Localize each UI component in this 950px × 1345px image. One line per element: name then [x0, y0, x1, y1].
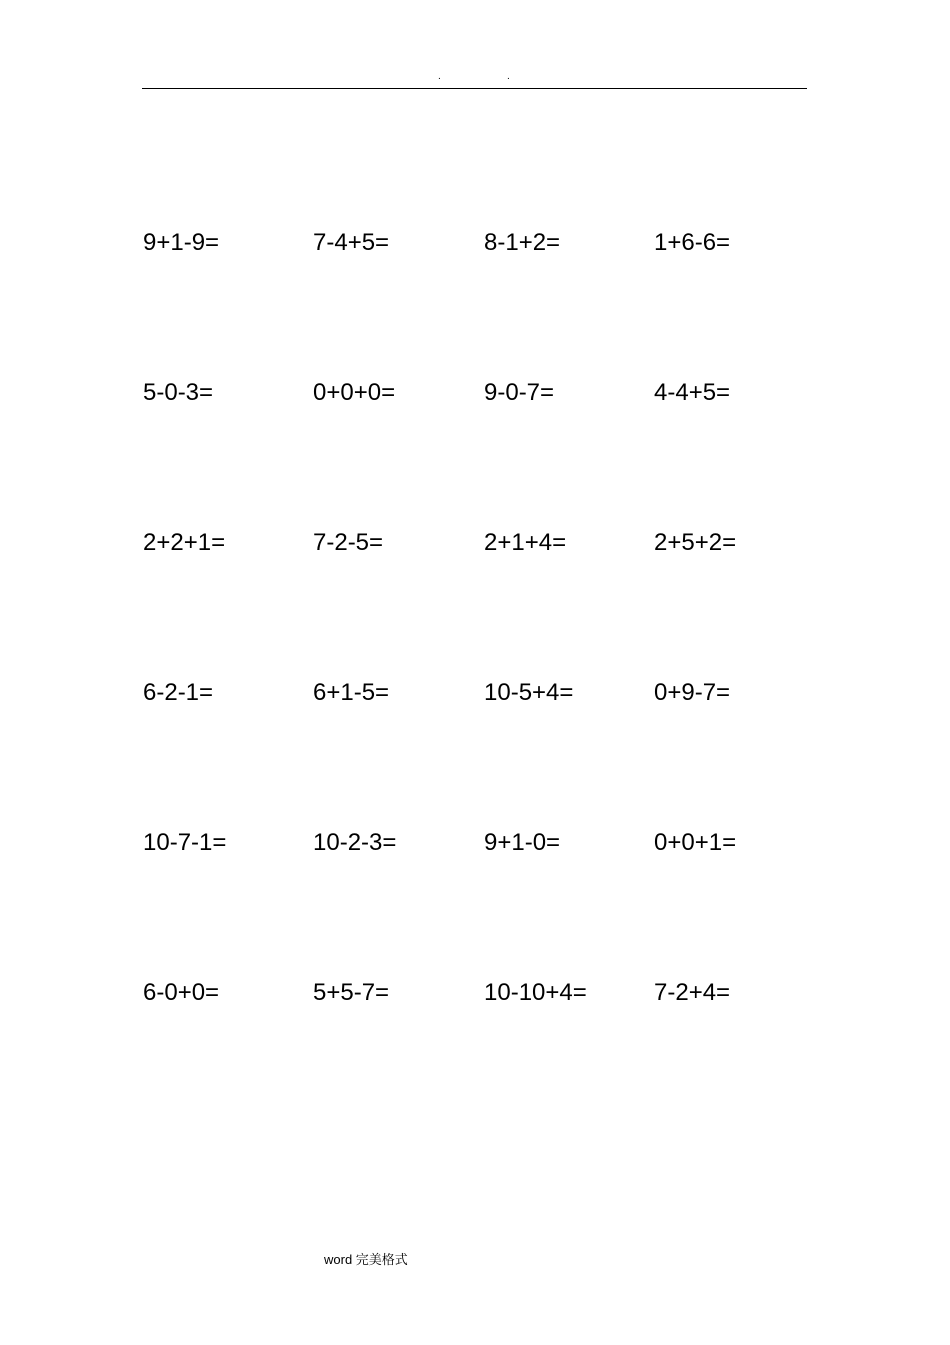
problem-item: 10-10+4= [484, 979, 587, 1006]
header-rule [142, 88, 807, 89]
problem-item: 7-2-5= [313, 529, 384, 556]
problem-item: 0+0+0= [313, 379, 396, 406]
problem-item: 1+6-6= [654, 229, 731, 256]
problem-item: 2+1+4= [484, 529, 567, 556]
problem-item: 0+0+1= [654, 829, 737, 856]
header-dot-right: . [507, 71, 510, 82]
problem-row [143, 828, 823, 978]
problem-row [143, 678, 823, 828]
problem-row [143, 978, 823, 1128]
problem-item: 4-4+5= [654, 379, 731, 406]
problem-row [143, 228, 823, 378]
problem-item: 5+5-7= [313, 979, 390, 1006]
problem-item: 2+2+1= [143, 529, 226, 556]
problem-item: 10-5+4= [484, 679, 574, 706]
footer-text: word 完美格式 [324, 1252, 408, 1267]
header-dots [430, 70, 530, 84]
problem-item: 8-1+2= [484, 229, 561, 256]
problem-item: 6+1-5= [313, 679, 390, 706]
problem-item: 7-4+5= [313, 229, 390, 256]
problem-item: 10-2-3= [313, 829, 397, 856]
problem-item: 6-0+0= [143, 979, 220, 1006]
arithmetic-problem-grid [143, 228, 823, 1128]
problem-row [143, 528, 823, 678]
problem-item: 5-0-3= [143, 379, 214, 406]
problem-item: 7-2+4= [654, 979, 731, 1006]
problem-row [143, 378, 823, 528]
problem-item: 9+1-0= [484, 829, 561, 856]
problem-item: 10-7-1= [143, 829, 227, 856]
header-dot-left: . [438, 71, 441, 82]
problem-item: 6-2-1= [143, 679, 214, 706]
problem-item: 9+1-9= [143, 229, 220, 256]
problem-item: 0+9-7= [654, 679, 731, 706]
problem-item: 9-0-7= [484, 379, 555, 406]
problem-item: 2+5+2= [654, 529, 737, 556]
